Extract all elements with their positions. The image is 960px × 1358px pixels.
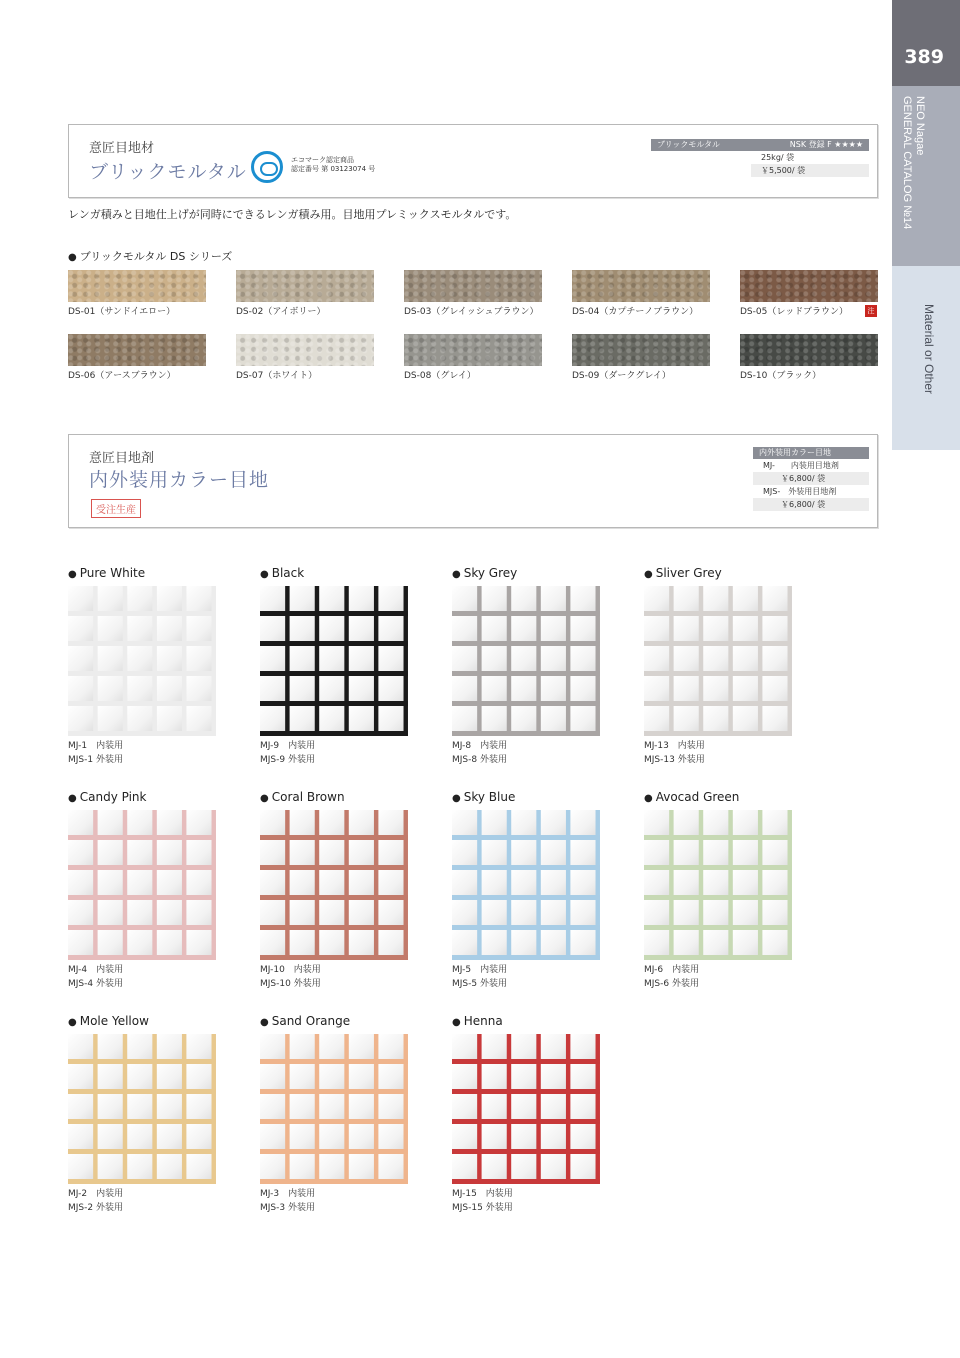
grout-color-name: ● Avocad Green <box>644 790 739 804</box>
eco-mark-icon <box>251 151 283 183</box>
ds-swatch-label: DS-04（カプチーノブラウン） <box>572 307 699 317</box>
ds-swatch <box>68 334 206 366</box>
interior-code: MJ-9 内装用 <box>260 741 316 751</box>
note-mark: 注 <box>865 305 877 317</box>
spec-weight: 25kg/ 袋 <box>761 153 795 162</box>
interior-code: MJ-8 内装用 <box>452 741 508 751</box>
interior-code: MJ-1 内装用 <box>68 741 124 751</box>
color-joint-spec <box>753 447 869 511</box>
grout-sample-tile <box>644 810 792 960</box>
grout-sample-tile <box>260 586 408 736</box>
spec-header-right: NSK 登録 F ★★★★ <box>789 140 863 149</box>
ds-swatch <box>572 334 710 366</box>
eco-line-1: エコマーク認定商品 <box>291 156 354 164</box>
ds-swatch-label: DS-06（アースブラウン） <box>68 371 176 381</box>
brick-mortar-description: レンガ積みと目地仕上げが同時にできるレンガ積み用。目地用プレミックスモルタルです。 <box>68 208 517 221</box>
exterior-code: MJS-9 外装用 <box>260 755 315 765</box>
grout-product-codes <box>68 1187 123 1215</box>
grout-product-codes <box>68 963 123 991</box>
spec-header-left: ブリックモルタル <box>657 140 721 149</box>
exterior-code: MJS-8 外装用 <box>452 755 507 765</box>
spec-price-exterior: ￥6,800/ 袋 <box>753 498 869 511</box>
brick-mortar-header <box>68 124 878 198</box>
grout-product-codes <box>260 963 321 991</box>
color-joint-header <box>68 434 878 528</box>
grout-product-codes <box>68 739 123 767</box>
grout-sample-tile <box>452 810 600 960</box>
catalog-line-2: GENERAL CATALOG №14 <box>901 96 913 230</box>
grout-color-name: ● Coral Brown <box>260 790 345 804</box>
page-number: 389 <box>904 46 944 68</box>
grout-color-name: ● Henna <box>452 1014 503 1028</box>
grout-color-name: ● Black <box>260 566 304 580</box>
ds-series-heading: ● ブリックモルタル DS シリーズ <box>68 248 232 264</box>
grout-product-codes <box>644 963 699 991</box>
grout-sample-tile <box>644 586 792 736</box>
ds-swatch <box>740 270 878 302</box>
brick-mortar-title: ブリックモルタル <box>89 161 247 183</box>
grout-product-codes <box>452 1187 513 1215</box>
grout-color-name: ● Sliver Grey <box>644 566 722 580</box>
ds-swatch-label: DS-09（ダークグレイ） <box>572 371 671 381</box>
exterior-code: MJS-2 外装用 <box>68 1203 123 1213</box>
grout-product-codes <box>260 1187 315 1215</box>
exterior-code: MJS-5 外装用 <box>452 979 507 989</box>
exterior-code: MJS-10 外装用 <box>260 979 321 989</box>
grout-sample-tile <box>452 1034 600 1184</box>
brick-mortar-spec <box>651 139 869 177</box>
color-joint-subtitle: 意匠目地剤 <box>89 451 155 466</box>
catalog-line-1: NEO Nagae <box>914 96 926 156</box>
interior-code: MJ-15 内装用 <box>452 1189 513 1199</box>
grout-color-name: ● Sky Blue <box>452 790 515 804</box>
ds-swatch <box>236 270 374 302</box>
interior-code: MJ-10 内装用 <box>260 965 321 975</box>
interior-code: MJ-13 内装用 <box>644 741 705 751</box>
grout-product-codes <box>260 739 315 767</box>
grout-sample-tile <box>68 586 216 736</box>
exterior-code: MJS-1 外装用 <box>68 755 123 765</box>
ds-swatch-label: DS-05（レッドブラウン） <box>740 307 848 317</box>
catalog-title <box>900 96 926 256</box>
made-to-order-badge: 受注生産 <box>91 499 141 518</box>
spec-header: 内外装用カラー目地 <box>753 447 869 459</box>
grout-color-name: ● Sky Grey <box>452 566 517 580</box>
grout-sample-tile <box>260 810 408 960</box>
ds-swatch-label: DS-10（ブラック） <box>740 371 822 381</box>
exterior-code: MJS-4 外装用 <box>68 979 123 989</box>
ds-swatch-label: DS-08（グレイ） <box>404 371 476 381</box>
grout-product-codes <box>452 963 507 991</box>
exterior-code: MJS-13 外装用 <box>644 755 705 765</box>
color-joint-title: 内外装用カラー目地 <box>89 469 270 491</box>
eco-line-2: 認定番号 第 03123074 号 <box>291 165 376 173</box>
grout-product-codes <box>644 739 705 767</box>
grout-sample-tile <box>68 810 216 960</box>
exterior-code: MJS-15 外装用 <box>452 1203 513 1213</box>
section-label: Material or Other <box>922 304 936 395</box>
exterior-code: MJS-3 外装用 <box>260 1203 315 1213</box>
grout-color-name: ● Sand Orange <box>260 1014 350 1028</box>
ds-swatch-label: DS-03（グレイッシュブラウン） <box>404 307 539 317</box>
interior-code: MJ-3 内装用 <box>260 1189 316 1199</box>
spec-header <box>651 139 869 151</box>
eco-mark-text <box>291 156 375 174</box>
ds-swatch <box>68 270 206 302</box>
section-tab <box>892 266 960 450</box>
ds-swatch-label: DS-02（アイボリー） <box>236 307 326 317</box>
ds-swatch <box>236 334 374 366</box>
exterior-code: MJS-6 外装用 <box>644 979 699 989</box>
interior-code: MJ-5 内装用 <box>452 965 508 975</box>
grout-color-name: ● Pure White <box>68 566 145 580</box>
grout-color-name: ● Mole Yellow <box>68 1014 149 1028</box>
spec-row-exterior: MJS- 外装用目地剤 <box>763 487 837 496</box>
ds-swatch <box>572 270 710 302</box>
page-number-tab <box>892 0 960 86</box>
grout-sample-tile <box>452 586 600 736</box>
ds-swatch-label: DS-01（サンドイエロー） <box>68 307 176 317</box>
grout-color-name: ● Candy Pink <box>68 790 146 804</box>
brick-mortar-subtitle: 意匠目地材 <box>89 141 155 156</box>
spec-price-interior: ￥6,800/ 袋 <box>753 472 869 485</box>
catalog-tab <box>892 86 960 266</box>
ds-swatch <box>404 334 542 366</box>
interior-code: MJ-6 内装用 <box>644 965 700 975</box>
ds-swatch <box>740 334 878 366</box>
interior-code: MJ-4 内装用 <box>68 965 124 975</box>
interior-code: MJ-2 内装用 <box>68 1189 124 1199</box>
spec-price: ￥5,500/ 袋 <box>751 164 869 177</box>
grout-product-codes <box>452 739 507 767</box>
ds-swatch <box>404 270 542 302</box>
grout-sample-tile <box>68 1034 216 1184</box>
ds-swatch-label: DS-07（ホワイト） <box>236 371 318 381</box>
grout-sample-tile <box>260 1034 408 1184</box>
spec-row-interior: MJ- 内装用目地剤 <box>763 461 839 470</box>
